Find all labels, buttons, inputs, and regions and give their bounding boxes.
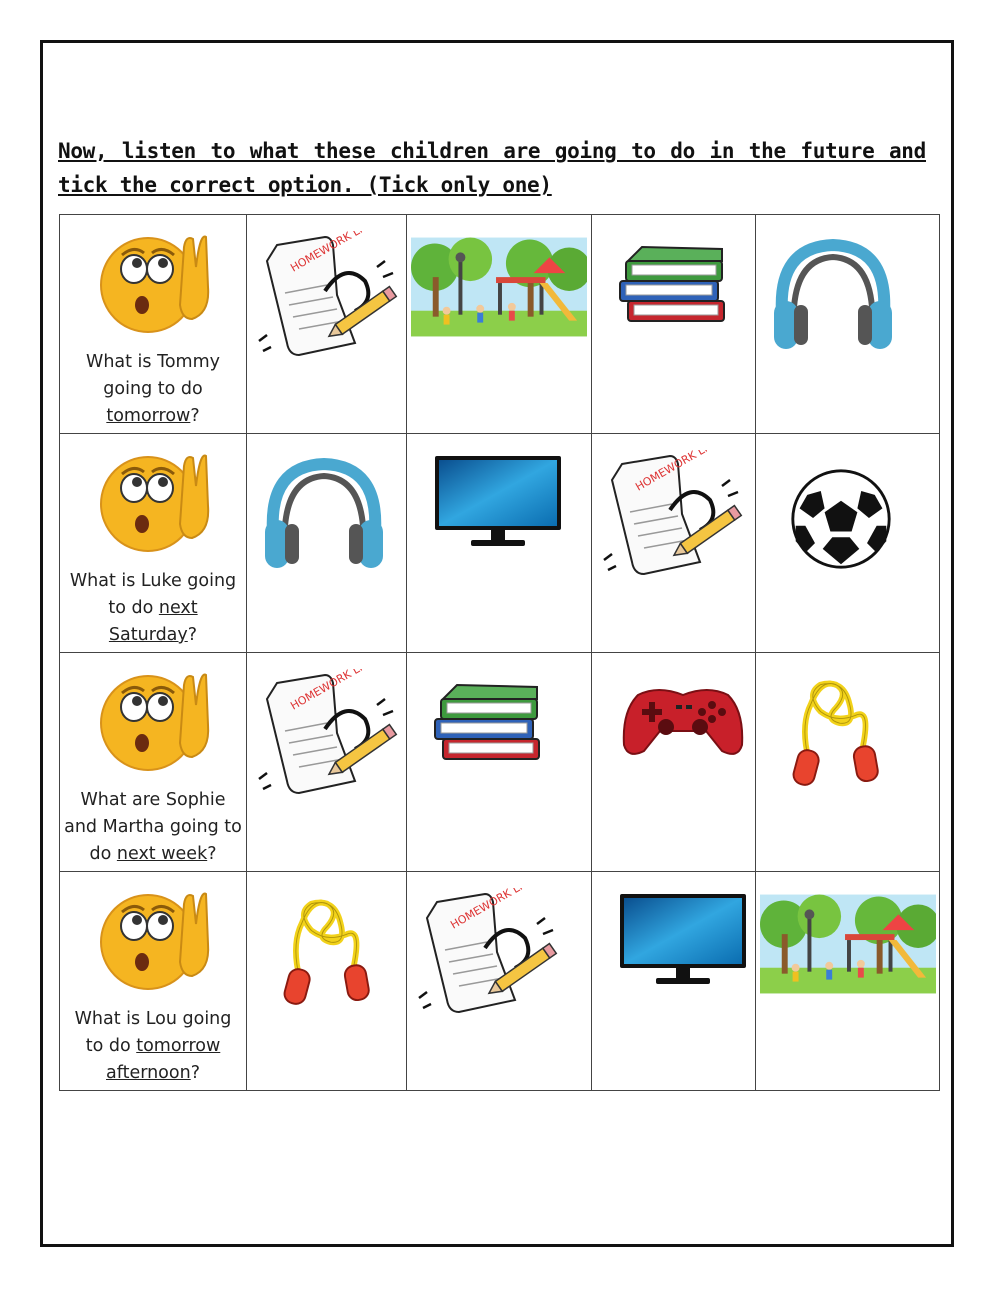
answer-option-cell[interactable] [592,434,756,653]
answer-option-cell[interactable] [592,215,756,434]
question-mark: ? [207,844,217,864]
answer-option-cell[interactable] [407,434,592,653]
question-cell [60,215,247,434]
svg-text:HOMEWORK LIST: HOMEWORK LIST [633,450,722,494]
playground-icon [411,237,587,341]
question-text-start: What are Sophie and Martha going to do [64,790,242,864]
answer-option-cell[interactable] [756,872,940,1091]
jump-rope-icon [782,665,888,795]
homework-icon [255,669,405,803]
question-cell [60,653,247,872]
answer-option-cell[interactable] [247,215,407,434]
question-row [60,215,940,434]
question-time-phrase: tomorrow afternoon [106,1036,221,1083]
answer-grid [59,214,940,1091]
svg-text:HOMEWORK LIST: HOMEWORK LIST [288,231,377,275]
thinking-listening-emoji-icon [96,227,216,337]
headphones-icon [259,454,389,578]
thinking-listening-emoji-icon [96,446,216,556]
svg-text:HOMEWORK LIST: HOMEWORK LIST [288,669,377,713]
answer-option-cell[interactable] [592,872,756,1091]
question-mark: ? [187,625,198,645]
books-icon [612,241,732,335]
question-text-start: What is Luke going to do [69,571,237,618]
homework-icon [415,888,565,1022]
answer-option-cell[interactable] [407,653,592,872]
answer-option-cell[interactable] [247,434,407,653]
football-icon [788,466,894,576]
homework-icon [600,450,750,584]
playground-icon [760,894,936,998]
question-text-start: What is Tommy going to do [86,352,220,399]
answer-option-cell[interactable] [247,872,407,1091]
television-icon [618,892,748,992]
question-mark: ? [190,406,200,426]
question-text [64,787,242,868]
question-time-phrase: next week [116,844,208,864]
question-row [60,653,940,872]
instructions-heading: Now, listen to what these children are going to do in the future and tick the correct option. (Tick only one) [58,139,926,197]
game-controller-icon [618,681,748,765]
question-text [64,568,242,649]
headphones-icon [768,235,898,359]
television-icon [433,454,563,554]
answer-option-cell[interactable] [592,653,756,872]
answer-option-cell[interactable] [407,872,592,1091]
question-cell [60,872,247,1091]
question-time-phrase: next Saturday [108,598,198,645]
jump-rope-icon [273,884,379,1014]
answer-option-cell[interactable] [756,434,940,653]
question-row [60,434,940,653]
svg-text:HOMEWORK LIST: HOMEWORK LIST [448,888,537,932]
question-time-phrase: tomorrow [106,406,191,426]
question-text-start: What is Lou going to do [74,1009,232,1056]
answer-option-cell[interactable] [756,215,940,434]
question-row [60,872,940,1091]
answer-option-cell[interactable] [756,653,940,872]
answer-option-cell[interactable] [247,653,407,872]
question-mark: ? [190,1063,200,1083]
question-text [64,1006,242,1087]
question-text [64,349,242,430]
answer-option-cell[interactable] [407,215,592,434]
thinking-listening-emoji-icon [96,665,216,775]
books-icon [427,679,547,773]
homework-icon [255,231,405,365]
question-cell [60,434,247,653]
thinking-listening-emoji-icon [96,884,216,994]
